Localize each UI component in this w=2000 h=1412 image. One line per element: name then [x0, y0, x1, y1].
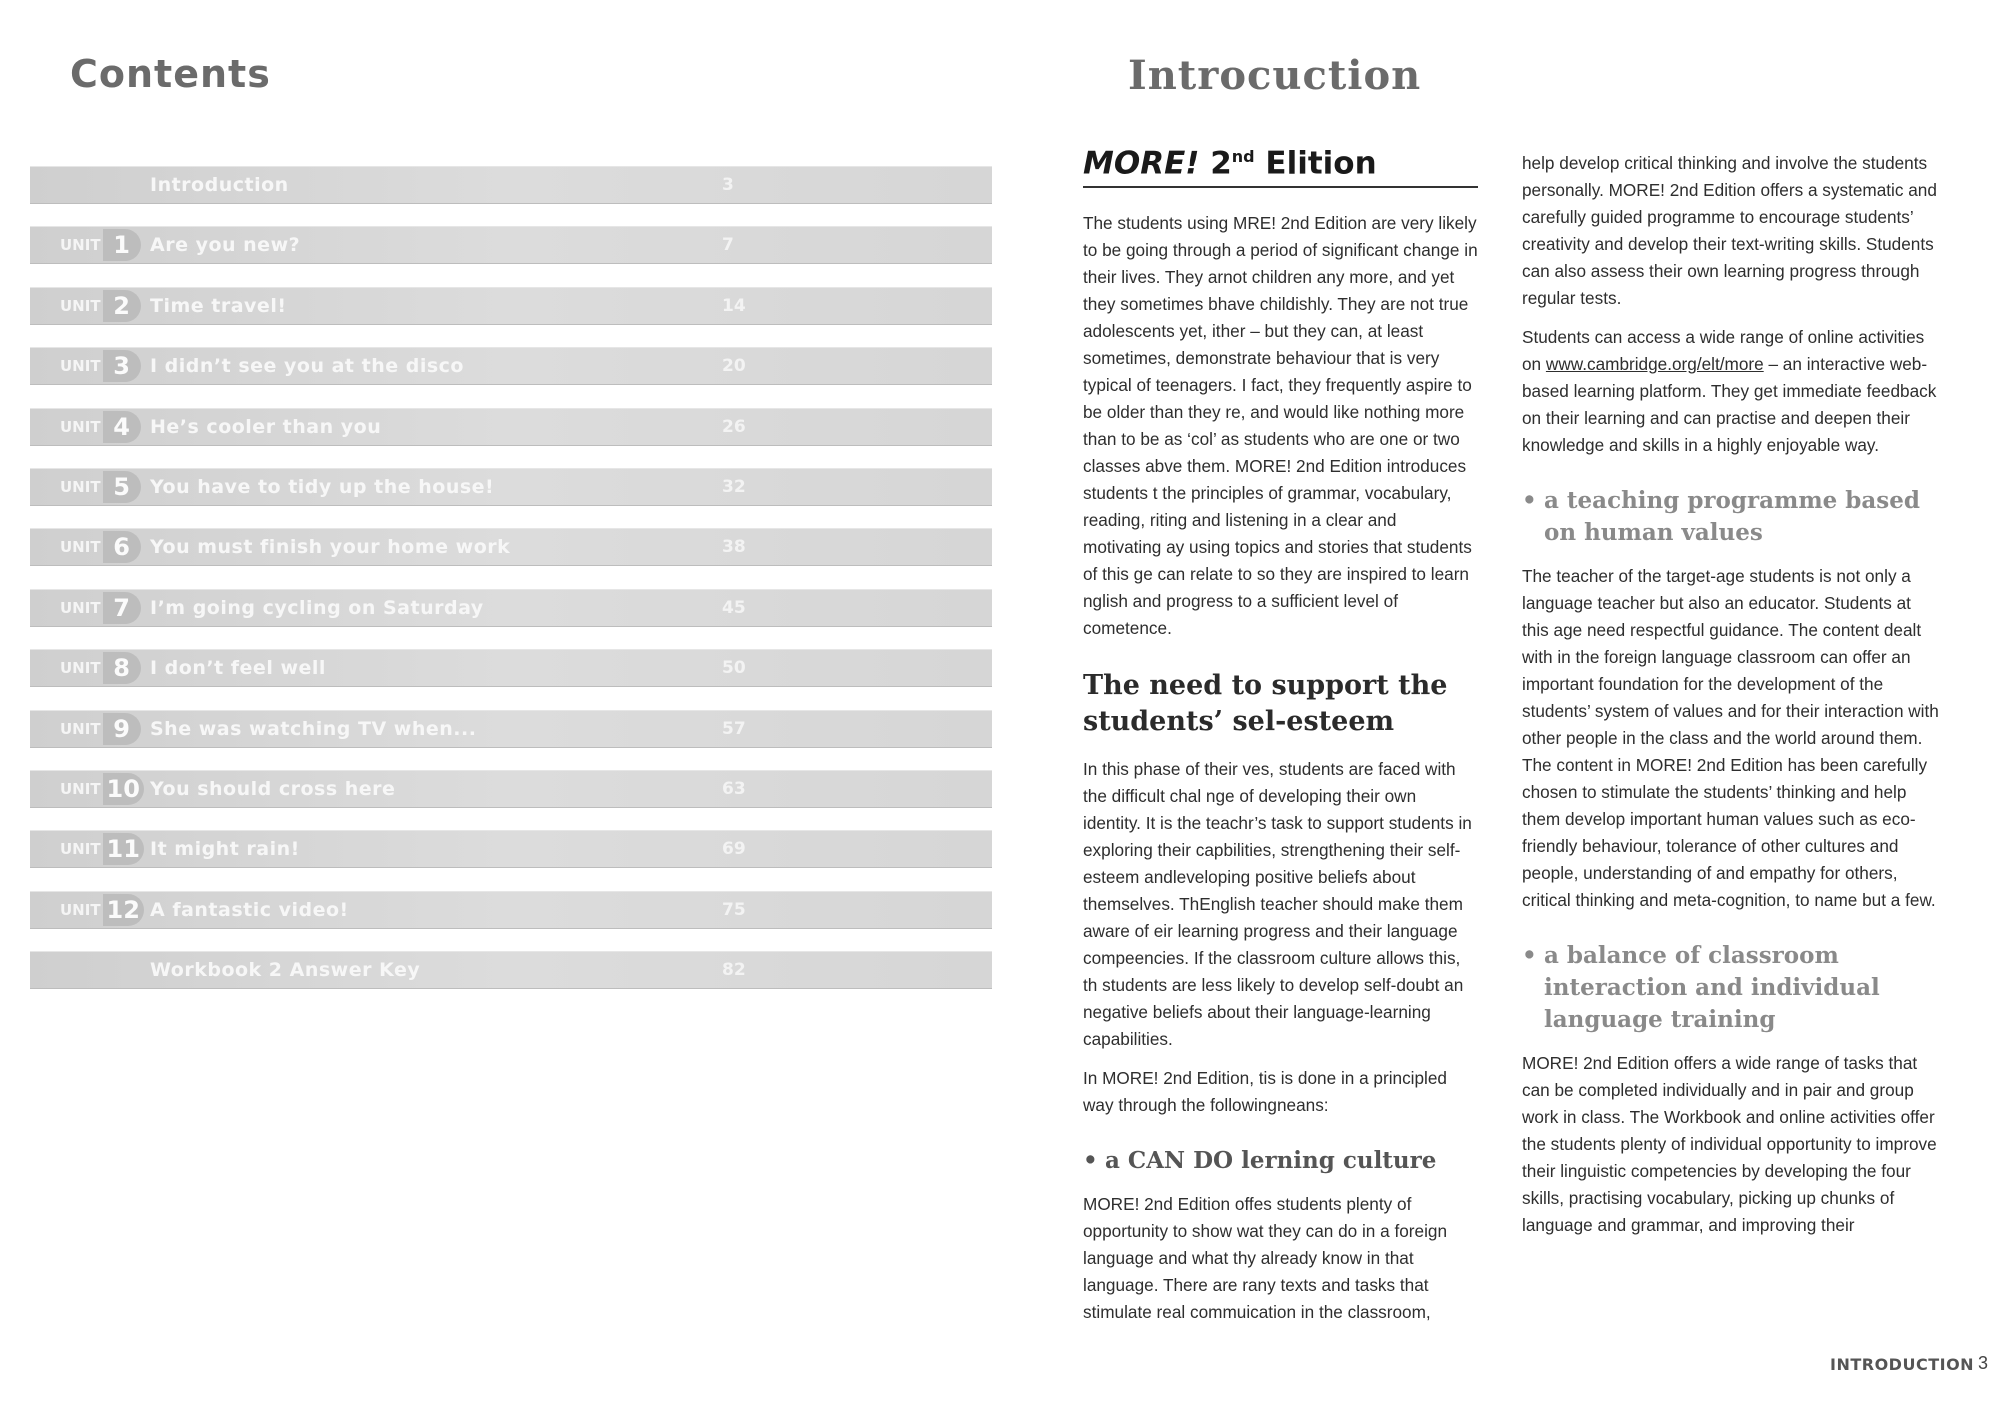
unit-badge [60, 895, 144, 925]
unit-badge [60, 774, 144, 804]
toc-row[interactable] [30, 166, 992, 204]
toc-page-number: 20 [722, 356, 746, 377]
unit-word: UNIT [60, 236, 101, 255]
unit-badge [60, 532, 141, 562]
toc-entry-title: I didn’t see you at the disco [150, 355, 464, 378]
toc-row[interactable] [30, 951, 992, 989]
toc-page-number: 38 [722, 537, 746, 558]
unit-number: 11 [103, 833, 144, 865]
toc-entry-title: I don’t feel well [150, 657, 326, 680]
intro-column-1 [1083, 138, 1478, 1338]
bullet-heading-text: a CAN DO lerning culture [1105, 1147, 1437, 1175]
paragraph-7: The teacher of the target-age students is not only a language teacher but also an educator. Students at this age need respectful guidance. The content dealt with in the foreign language classroom can offer an important foundation for the development of the students’ system of values and for their interaction with other people in the class and the world around them. The content in MORE! 2nd Edition has been carefully chosen to stimulate the students’ thinking and help them develop important human values such as eco-friendly behaviour, tolerance of other cultures and people, understanding of and empathy for others, critical thinking and meta-cognition, to name but a few. [1522, 566, 1939, 910]
footer-section-label: INTRODUCTION [1830, 1355, 1975, 1374]
toc-row[interactable] [30, 528, 992, 566]
toc-row[interactable] [30, 710, 992, 748]
paragraph-5: help develop critical thinking and involve the students personally. MORE! 2nd Edition offers a systematic and carefully guided programme to encourage students’ creativity and develop their text-writing skills. Students can also assess their own learning progress through regular tests. [1522, 153, 1937, 308]
toc-entry-title: Are you new? [150, 234, 301, 257]
toc-row[interactable] [30, 347, 992, 385]
unit-number: 4 [103, 411, 141, 443]
unit-number: 6 [103, 531, 141, 563]
unit-number: 3 [103, 350, 141, 382]
cambridge-link[interactable]: www.cambridge.org/elt/more [1545, 354, 1764, 374]
unit-badge [60, 653, 141, 683]
unit-number: 2 [103, 290, 141, 322]
paragraph-1: The students using MRE! 2nd Edition are very likely to be going through a period of significant change in their lives. They arnot children any more, and yet they sometimes bhave childishly. They are not true adolescents yet, ither – but they can, at least sometimes, demonstrate behaviour that is very typical of teenagers. I fact, they frequently aspire to be older than they re, and would like nothing more than to be as ‘col’ as students who are one or two classes abve them. MORE! 2nd Edition introduces students t the principles of grammar, vocabulary, reading, riting and listening in a clear and motivating ay using topics and stories that students of this ge can relate to so they are inspired to learn nglish and progress to a sufficient level of cometence. [1083, 213, 1478, 639]
bullet-heading-text: a balance of classroom interaction and individual language training [1544, 942, 1880, 1033]
toc-entry-title: He’s cooler than you [150, 415, 382, 438]
unit-number: 8 [103, 652, 141, 684]
unit-badge [60, 472, 141, 502]
toc-row[interactable] [30, 891, 992, 929]
paragraph-8: MORE! 2nd Edition offers a wide range of tasks that can be completed individually and in pair and group work in class. The Workbook and online activities offer the students plenty of individual opportunity to improve their linguistic competencies by developing the four skills, practising vocabulary, picking up chunks of language and grammar, and improving their [1522, 1053, 1937, 1235]
unit-word: UNIT [60, 659, 101, 678]
unit-word: UNIT [60, 779, 101, 798]
toc-page-number: 82 [722, 960, 746, 981]
footer-page-number: 3 [1978, 1353, 1989, 1373]
toc-page-number: 26 [722, 416, 746, 437]
toc-page-number: 14 [722, 295, 746, 316]
bullet-heading-text: a teaching programme based on human values [1544, 487, 1920, 546]
unit-number: 9 [103, 713, 141, 745]
toc-page-number: 45 [722, 597, 746, 618]
unit-word: UNIT [60, 538, 101, 557]
unit-word: UNIT [60, 417, 101, 436]
toc-row[interactable] [30, 830, 992, 868]
unit-number: 12 [103, 894, 144, 926]
toc-entry-title: I’m going cycling on Saturday [150, 596, 484, 619]
unit-badge [60, 593, 141, 623]
toc-list [30, 166, 992, 1011]
toc-page-number: 32 [722, 476, 746, 497]
section-heading-self-esteem: The need to support the students’ sel-esteem [1083, 670, 1448, 738]
unit-word: UNIT [60, 357, 101, 376]
introduction-title: Introcuction [1128, 52, 1422, 99]
edition-heading [1083, 138, 1478, 188]
edition-word: Elition [1265, 145, 1377, 182]
toc-entry-title: A fantastic video! [150, 898, 349, 921]
toc-entry-title: You must finish your home work [150, 536, 511, 559]
bullet-heading-balance [1522, 940, 1942, 1036]
toc-row[interactable] [30, 226, 992, 264]
toc-page-number: 3 [722, 175, 734, 195]
toc-entry-title: You should cross here [150, 777, 396, 800]
toc-page-number: 69 [722, 839, 746, 860]
toc-entry-title: Time travel! [150, 294, 287, 317]
bullet-heading-human-values [1522, 485, 1942, 549]
toc-entry-title: Introduction [150, 174, 289, 196]
toc-entry-title: Workbook 2 Answer Key [150, 959, 421, 982]
unit-number: 7 [103, 592, 141, 624]
unit-number: 10 [103, 773, 144, 805]
unit-badge [60, 412, 141, 442]
bullet-icon: • [1522, 487, 1537, 514]
unit-word: UNIT [60, 840, 101, 859]
toc-entry-title: It might rain! [150, 838, 300, 861]
unit-number: 1 [103, 229, 141, 261]
unit-badge [60, 714, 141, 744]
edition-number: 2 [1210, 145, 1232, 182]
paragraph-2: In this phase of their ves, students are faced with the difficult chal nge of developing their own identity. It is the teachr’s task to support students in exploring their capbilities, strengthening their self-esteem andleveloping positive beliefs about themselves. ThEnglish teacher should make them aware of eir learning progress and their language compeencies. If the classroom culture allows this, th students are less likely to develop self-doubt an negative beliefs about their language-learning capabilities. [1083, 759, 1472, 1050]
unit-number: 5 [103, 471, 141, 503]
toc-row[interactable] [30, 770, 992, 808]
bullet-heading-can-do [1083, 1145, 1478, 1177]
toc-page-number: 50 [722, 658, 746, 679]
bullet-icon: • [1522, 942, 1537, 969]
contents-title: Contents [70, 52, 271, 96]
bullet-icon: • [1083, 1147, 1098, 1175]
edition-sup: nd [1231, 147, 1255, 166]
unit-badge [60, 230, 141, 260]
unit-word: UNIT [60, 477, 101, 496]
intro-column-2 [1522, 150, 1942, 1251]
edition-brand: MORE! [1083, 145, 1200, 182]
toc-row[interactable] [30, 468, 992, 506]
paragraph-4: MORE! 2nd Edition offes students plenty of opportunity to show wat they can do in a foreign language and what thy already know in that language. There are rany texts and tasks that stimulate real commuication in the classroom, [1083, 1194, 1448, 1323]
toc-row[interactable] [30, 589, 992, 627]
unit-word: UNIT [60, 296, 101, 315]
toc-page-number: 57 [722, 718, 746, 739]
paragraph-6-end: – an interactive web-based learning platform. They get immediate feedback on their learning and can practise and deepen their knowledge and skills in a highly enjoyable way. [1522, 354, 1937, 455]
unit-badge [60, 291, 141, 321]
toc-entry-title: She was watching TV when... [150, 717, 477, 740]
paragraph-6-start: Students can access a wide range of online activities on [1522, 327, 1925, 374]
unit-badge [60, 351, 141, 381]
unit-word: UNIT [60, 900, 101, 919]
unit-badge [60, 834, 144, 864]
toc-page-number: 75 [722, 899, 746, 920]
unit-word: UNIT [60, 719, 101, 738]
toc-row[interactable] [30, 408, 992, 446]
toc-row[interactable] [30, 287, 992, 325]
toc-row[interactable] [30, 649, 992, 687]
paragraph-3: In MORE! 2nd Edition, tis is done in a principled way through the followingneans: [1083, 1068, 1447, 1116]
toc-entry-title: You have to tidy up the house! [150, 475, 495, 498]
paragraph-6 [1522, 324, 1942, 459]
toc-page-number: 63 [722, 778, 746, 799]
unit-word: UNIT [60, 598, 101, 617]
toc-page-number: 7 [722, 235, 734, 256]
